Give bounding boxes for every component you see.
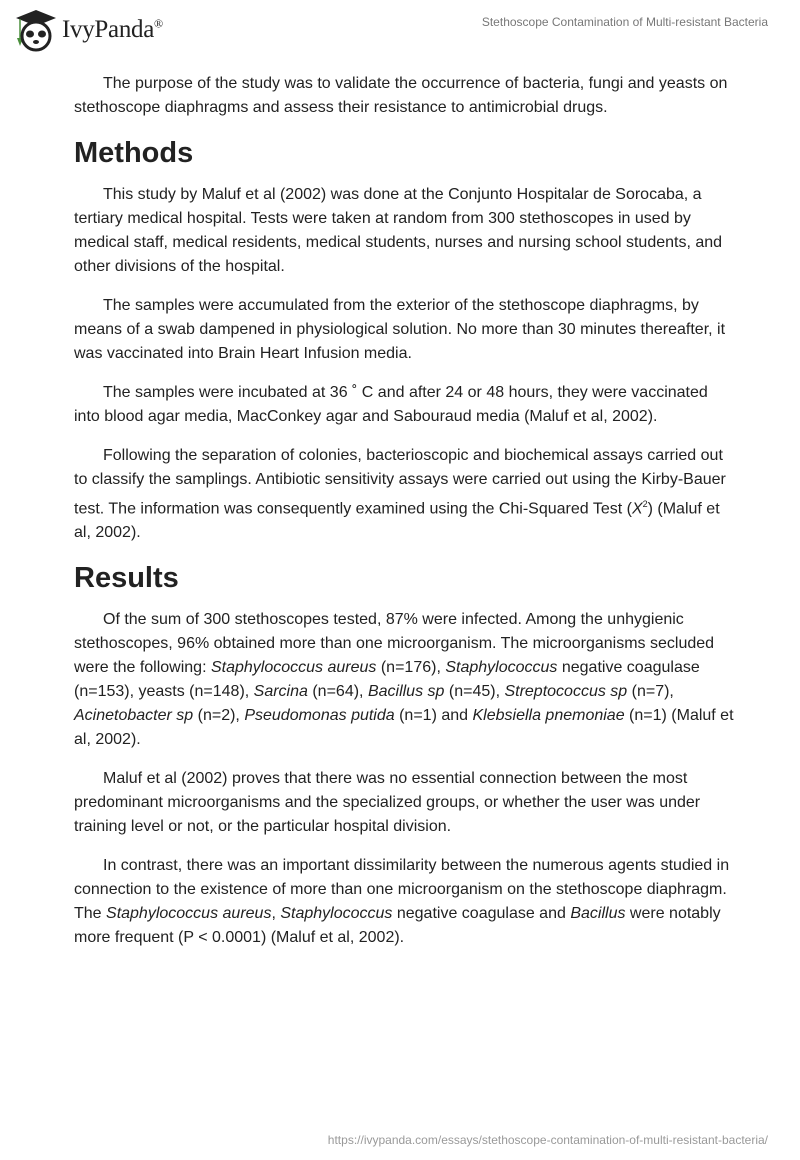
text-segment: negative coagulase and <box>392 905 571 923</box>
italic-term: Bacillus sp <box>367 683 445 701</box>
paragraph <box>74 183 734 279</box>
italic-term: Sarcina <box>253 683 308 701</box>
text-segment: Maluf et al (2002) proves that there was no essential connection between the most predominant microorganisms and the specialized groups, or whether the user was under training level or not, or the particular hospital division. <box>74 770 701 836</box>
text-segment: This study by Maluf et al (2002) was done at the Conjunto Hospitalar de Sorocaba, a tertiary medical hospital. Tests were taken at random from 300 stethoscopes in used by medical staff, medical residents, medical students, nurses and nursing school students, and other divisions of the hospital. <box>74 186 723 275</box>
text-segment: (n=7), <box>627 683 674 701</box>
paragraph <box>74 381 734 429</box>
italic-term: Klebsiella pnemoniae <box>472 707 625 725</box>
text-segment: In contrast, there was an important dissimilarity between the numerous agents studied in connection to the existence of more than one microorganism on the stethoscope diaphragm. The <box>74 857 730 923</box>
text-segment: , <box>271 905 281 923</box>
source-url[interactable]: https://ivypanda.com/essays/stethoscope-contamination-of-multi-resistant-bacteria/ <box>327 1133 768 1147</box>
text-segment: The samples were accumulated from the exterior of the stethoscope diaphragms, by means of a swab dampened in physiological solution. No more than 30 minutes thereafter, it was vaccinated into Brain Heart Infusion media. <box>74 297 726 362</box>
text-segment: 2 <box>642 499 648 509</box>
text-segment: (n=1) (Maluf et al, 2002). <box>74 707 734 749</box>
text-segment: The samples were incubated at 36 ˚ C and after 24 or 48 hours, they were vaccinated into blood agar media, MacConkey agar and Sabouraud media (Maluf et al, 2002). <box>74 384 708 425</box>
panda-graduate-icon <box>12 8 56 52</box>
document-title: Stethoscope Contamination of Multi-resistant Bacteria <box>481 15 768 29</box>
text-segment: Following the separation of colonies, bacterioscopic and biochemical assays carried out to classify the samplings. Antibiotic sensitivity assays were carried out using the Kirby-Bauer test. The information was consequently examined using the Chi-Squared Test ( <box>74 447 726 518</box>
paragraph <box>74 444 734 545</box>
paragraph <box>74 294 734 366</box>
section-heading <box>74 560 734 596</box>
paragraph <box>74 854 734 950</box>
italic-term: Staphylococcus aureus <box>106 905 272 923</box>
italic-term: Pseudomonas putida <box>244 707 395 725</box>
paragraph <box>74 608 734 752</box>
italic-term: X <box>631 500 643 518</box>
text-segment: Methods <box>74 137 194 169</box>
paragraph <box>74 72 734 120</box>
text-segment: were notably more frequent (P < 0.0001) (Maluf et al, 2002). <box>74 905 721 947</box>
ivypanda-logo[interactable] <box>12 8 163 52</box>
italic-term: Staphylococcus aureus <box>210 659 377 677</box>
text-segment: (n=1) and <box>394 707 473 725</box>
italic-term: Bacillus <box>570 905 626 923</box>
italic-term: Streptococcus sp <box>504 683 628 701</box>
page-header <box>0 0 800 60</box>
italic-term: Acinetobacter sp <box>74 707 194 725</box>
text-segment: The purpose of the study was to validate the occurrence of bacteria, fungi and yeasts on stethoscope diaphragms and assess their resistance to antimicrobial drugs. <box>74 75 728 116</box>
italic-term: Staphylococcus <box>280 905 393 923</box>
text-segment: ) (Maluf et al, 2002). <box>74 500 720 542</box>
essay-body <box>74 72 734 965</box>
italic-term: Staphylococcus <box>445 659 558 677</box>
text-segment: Results <box>74 562 179 595</box>
text-segment: (n=2), <box>193 707 245 725</box>
paragraph <box>74 767 734 839</box>
text-segment: (n=176), <box>376 659 446 677</box>
text-segment: (n=64), <box>307 683 368 701</box>
text-segment: (n=45), <box>444 683 505 701</box>
text-segment: negative coagulase (n=153), yeasts (n=148), <box>74 659 700 701</box>
section-heading <box>74 135 734 171</box>
brand-name: IvyPanda® <box>62 16 163 43</box>
text-segment: Of the sum of 300 stethoscopes tested, 87% were infected. Among the unhygienic stethoscopes, 96% obtained more than one microorganism. The microorganisms secluded were the following: <box>74 611 715 677</box>
